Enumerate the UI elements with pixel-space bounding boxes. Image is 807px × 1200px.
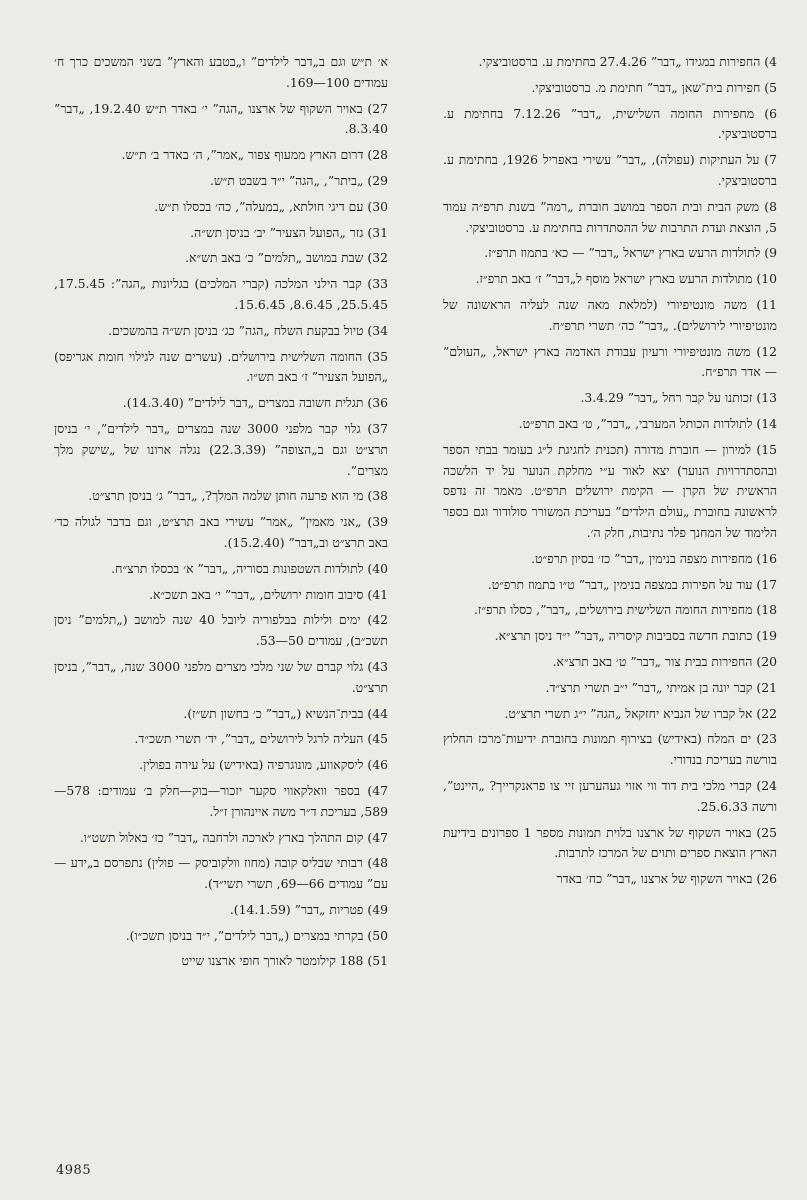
entry-number: 17 ) bbox=[752, 577, 777, 592]
entry-text: קברי מלכי בית דוד ווי אזוי געהערען זיי צו פראנקרייך? „היינט”, ורשה 25.6.33. bbox=[443, 777, 777, 814]
bibliography-entry bbox=[54, 559, 388, 580]
bibliography-entry bbox=[443, 776, 777, 818]
entry-number: 11 ) bbox=[747, 297, 777, 312]
bibliography-entry bbox=[443, 823, 777, 865]
entry-number: 47 ) bbox=[360, 783, 388, 798]
text-columns bbox=[54, 52, 777, 1152]
entry-text: טיול בבקעת השלח „הגה” כג׳ בניסן תש״ה בהמשכים. bbox=[108, 322, 364, 338]
entry-text: החפירות בבית צור „דבר” ט׳ באב תרצ״א. bbox=[552, 653, 753, 669]
entry-text: זכותנו על קבר רחל „דבר” 3.4.29. bbox=[580, 390, 753, 406]
entry-number: 41 ) bbox=[363, 587, 388, 602]
bibliography-entry bbox=[54, 900, 388, 921]
bibliography-entry bbox=[54, 512, 388, 554]
entry-number: 28 ) bbox=[363, 147, 388, 162]
bibliography-entry bbox=[54, 274, 388, 316]
entry-text: באויר השקוף של ארצנו „דבר” כח׳ באדר bbox=[556, 871, 753, 887]
bibliography-entry bbox=[54, 704, 388, 725]
entry-number: 6 ) bbox=[754, 106, 777, 121]
bibliography-entry bbox=[54, 781, 388, 823]
bibliography-entry bbox=[443, 197, 777, 239]
entry-text: אל קברו של הנביא יחזקאל „הגה” י״ג תשרי תרצ״ט. bbox=[504, 705, 753, 721]
entry-number: 37 ) bbox=[361, 421, 388, 436]
entry-text: משק הבית ובית הספר במושב חוברת „רמה” בשנת תרפ״ה עמוד 5, הוצאת ועדת התרבות של ההסתדרות בחתימת ע. ברסטוביצקי. bbox=[443, 198, 777, 235]
bibliography-entry bbox=[443, 342, 777, 384]
entry-text: לתולדות הרעש בארץ ישראל „דבר” — כא׳ בתמוז תרפ״ז. bbox=[484, 245, 761, 261]
bibliography-entry bbox=[443, 243, 777, 264]
entry-number: 5 ) bbox=[760, 80, 777, 95]
bibliography-entry bbox=[54, 393, 388, 414]
entry-number: 30 ) bbox=[363, 199, 388, 214]
entry-number: 26 ) bbox=[752, 871, 777, 886]
entry-text: „ביתר”, „הגה” י״ד בשבט ת״ש. bbox=[209, 172, 364, 188]
entry-number: 4 ) bbox=[760, 54, 777, 69]
entry-number: 50 ) bbox=[363, 928, 388, 943]
entry-number: 9 ) bbox=[760, 245, 777, 260]
entry-text: בבית־הנשיא („דבר” כ׳ בחשון תש״ז). bbox=[183, 705, 364, 721]
entry-number: 35 ) bbox=[362, 349, 388, 364]
entry-number: 47 ) bbox=[363, 830, 388, 845]
bibliography-entry bbox=[54, 828, 388, 849]
entry-number: 18 ) bbox=[752, 602, 777, 617]
bibliography-entry bbox=[54, 197, 388, 218]
entry-number: 48 ) bbox=[363, 855, 388, 870]
entry-text: 188 קילומטר לאורך חופי ארצנו שייט bbox=[181, 953, 364, 969]
entry-text: מתולדות הרעש בארץ ישראל מוסף ל„דבר” ז׳ באב תרפ״ז. bbox=[475, 271, 753, 287]
entry-text: מחפירות החומה השלישית בירושלים, „דבר”, כסלו תרפ״ז. bbox=[473, 602, 753, 618]
entry-number: 24 ) bbox=[752, 778, 777, 793]
entry-number: 22 ) bbox=[752, 706, 777, 721]
entry-text: באויר השקוף של ארצנו בלוית תמונות מספר 1 ספרונים בידיעת הארץ הוצאת ספרים ותוים של המרכז לתרבות. bbox=[443, 824, 777, 861]
entry-text: חפירות בית־שאן „דבר” חתימת מ. ברסטוביצקי. bbox=[531, 79, 761, 95]
entry-number: 33 ) bbox=[362, 276, 388, 291]
entry-text: גלוי קברם של שני מלכי מצרים מלפני 3000 שנה, „דבר”, בניסן תרצ״ט. bbox=[54, 658, 388, 695]
entry-number: 25 ) bbox=[751, 825, 777, 840]
bibliography-entry bbox=[443, 52, 777, 73]
bibliography-entry bbox=[54, 951, 388, 972]
bibliography-entry bbox=[54, 853, 388, 895]
entry-number: 7 ) bbox=[759, 152, 777, 167]
bibliography-entry bbox=[54, 610, 388, 652]
bibliography-entry bbox=[443, 575, 777, 596]
entry-number: 31 ) bbox=[363, 225, 388, 240]
entry-text: ימים ולילות בבלפוריה ליובל 40 שנה למושב („תלמים” ניסן תשכ״ב), עמודים 50—53. bbox=[54, 612, 388, 649]
bibliography-entry bbox=[443, 626, 777, 647]
left-column bbox=[54, 52, 388, 1152]
entry-number: 12 ) bbox=[750, 344, 777, 359]
entry-text: קבר יונה בן אמיתי „דבר” י״ב תשרי תרצ״ד. bbox=[545, 679, 753, 695]
entry-number: 10 ) bbox=[752, 271, 777, 286]
bibliography-entry bbox=[443, 652, 777, 673]
entry-number: 38 ) bbox=[363, 488, 388, 503]
entry-number: 39 ) bbox=[361, 514, 388, 529]
entry-text: מי הוא פרעה חותן שלמה המלך?, „דבר” ג׳ בניסן תרצ״ט. bbox=[88, 488, 364, 504]
bibliography-entry bbox=[54, 223, 388, 244]
entry-text: תגלית חשובה במצרים „דבר לילדים” (14.3.40). bbox=[122, 395, 364, 411]
bibliography-entry bbox=[54, 729, 388, 750]
entry-number: 20 ) bbox=[752, 654, 777, 669]
entry-text: א׳ ת״ש וגם ב„דבר לילדים” ו„בטבע והארץ” בשני המשכים כרך ח׳ עמודים 100—169. bbox=[54, 54, 388, 90]
entry-text: מחפירות החומה השלישית, „דבר” 7.12.26 בחתימת ע. ברסטוביצקי. bbox=[443, 105, 777, 142]
bibliography-entry bbox=[54, 657, 388, 699]
entry-number: 42 ) bbox=[361, 612, 388, 627]
bibliography-entry bbox=[54, 347, 388, 389]
entry-text: גלוי קבר מלפני 3000 שנה במצרים „דבר לילדים”, י׳ בניסן תרצ״ט וגם ב„הצופה” (22.3.39) נגלה ארונו של „שישק מלך מצרים”. bbox=[54, 420, 388, 478]
entry-number: 36 ) bbox=[363, 395, 388, 410]
bibliography-entry bbox=[54, 486, 388, 507]
bibliography-entry bbox=[443, 549, 777, 570]
bibliography-entry bbox=[54, 585, 388, 606]
entry-text: בקרתי במצרים („דבר לילדים”, י״ד בניסן תשכ״ו). bbox=[125, 927, 364, 943]
entry-text: פטריות „דבר” (14.1.59). bbox=[229, 901, 364, 917]
entry-number: 27 ) bbox=[363, 101, 388, 116]
entry-number: 19 ) bbox=[752, 628, 777, 643]
entry-number: 34 ) bbox=[363, 323, 388, 338]
entry-number: 13 ) bbox=[752, 390, 777, 405]
entry-number: 23 ) bbox=[751, 731, 777, 746]
bibliography-entry bbox=[54, 145, 388, 166]
entry-text: באויר השקוף של ארצנו „הגה” י׳ באדר ת״ש 19.2.40, „דבר” 8.3.40. bbox=[54, 100, 388, 137]
entry-text: החפירות במגידו „דבר” 27.4.26 בחתימת ע. ברסטוביצקי. bbox=[478, 54, 761, 69]
entry-text: העליה לרגל לירושלים „דבר”, יד׳ תשרי תשכ״ד. bbox=[134, 731, 364, 747]
entry-text: ליסקאווע, מונוגרפיה (באידיש) על עירה בפולין. bbox=[139, 757, 364, 773]
bibliography-entry bbox=[443, 78, 777, 99]
bibliography-entry bbox=[443, 388, 777, 409]
entry-number: 29 ) bbox=[363, 173, 388, 188]
bibliography-entry bbox=[443, 704, 777, 725]
entry-text: החומה השלישית בירושלים. (עשרים שנה לגילוי חומת אגריפס) „הפועל הצעיר” ז׳ באב תש״ו. bbox=[54, 348, 388, 385]
entry-text: על העתיקות (עפולה), „דבר” עשירי באפריל 1926, בחתימת ע. ברסטוביצקי. bbox=[443, 152, 777, 188]
bibliography-entry bbox=[54, 419, 388, 481]
entry-text: סיבוב חומות ירושלים, „דבר” י׳ באב תשכ״א. bbox=[149, 586, 364, 602]
bibliography-entry bbox=[443, 150, 777, 192]
entry-text: לתולדות הכותל המערבי, „דבר”, ט׳ באב תרפ״ט. bbox=[518, 415, 753, 431]
bibliography-entry bbox=[443, 600, 777, 621]
bibliography-entry bbox=[54, 755, 388, 776]
bibliography-entry bbox=[443, 104, 777, 146]
bibliography-entry bbox=[443, 295, 777, 337]
entry-text: שבת במושב „תלמים” כ׳ באב תש״א. bbox=[185, 250, 364, 266]
entry-text: משה מונטיפיורי (למלאת מאה שנה לעליה הראשונה של מונטיפיורי לירושלים). „דבר” כה׳ תשרי תרפ״ח. bbox=[443, 296, 777, 333]
entry-text: גזר „הפועל הצעיר” יב׳ בניסן תש״ה. bbox=[190, 224, 364, 240]
entry-number: 49 ) bbox=[363, 902, 388, 917]
entry-number: 40 ) bbox=[363, 561, 388, 576]
entry-text: משה מונטיפיורי ורעיון עבודת האדמה בארץ ישראל, „העולם” — אדר תרפ״ח. bbox=[443, 343, 777, 380]
entry-number: 45 ) bbox=[363, 731, 388, 746]
bibliography-entry bbox=[54, 926, 388, 947]
bibliography-entry bbox=[54, 52, 388, 94]
entry-text: כתובת חדשה בסביבות קיסריה „דבר” י״ד ניסן תרצ״א. bbox=[494, 628, 753, 644]
entry-number: 14 ) bbox=[752, 416, 777, 431]
entry-text: מחפירות מצפה בנימין „דבר” כז׳ בסיון תרפ״ט. bbox=[531, 550, 753, 566]
entry-text: קבר הילני המלכה (קברי המלכים) בגליונות „הגה”: 17.5.45, 25.5.45, 8.6.45, 15.6.45. bbox=[54, 276, 388, 312]
entry-number: 32 ) bbox=[363, 250, 388, 265]
entry-number: 46 ) bbox=[363, 757, 388, 772]
entry-text: „אני מאמין” „אמר” עשירי באב תרצ״ט, וגם בדבר לגולה כד׳ באב תרצ״ט וב„דבר” (15.2.40). bbox=[54, 514, 388, 550]
bibliography-entry bbox=[54, 248, 388, 269]
entry-text: רבותי שבליס קובה (מחוז וולקוביסק — פולין) נתפרסם ב„ידע — עם” עמודים 66—69, תשרי תשי״ד). bbox=[54, 855, 388, 892]
entry-number: 51 ) bbox=[363, 953, 388, 968]
entry-text: עוד על חפירות במצפה בנימין „דבר” ט״ו בתמוז תרפ״ט. bbox=[487, 576, 753, 592]
bibliography-entry bbox=[54, 99, 388, 141]
bibliography-entry bbox=[443, 269, 777, 290]
entry-number: 15 ) bbox=[751, 442, 777, 457]
entry-text: קום התהלך בארץ לארכה ולרחבה „דבר” כז׳ באלול תשט״ו. bbox=[79, 829, 364, 845]
bibliography-entry bbox=[54, 171, 388, 192]
bibliography-entry bbox=[443, 678, 777, 699]
entry-number: 16 ) bbox=[752, 551, 777, 566]
bibliography-entry bbox=[443, 729, 777, 771]
entry-number: 44 ) bbox=[363, 706, 388, 721]
entry-number: 21 ) bbox=[752, 680, 777, 695]
bibliography-entry bbox=[443, 440, 777, 544]
entry-text: ים המלח (באידיש) בצירוף תמונות בחוברת ידיעות־מרכז החלוץ בורשה בעריכת בנדורי. bbox=[443, 731, 777, 768]
entry-text: לתולדות השטפונות בסוריה, „דבר” א׳ בכסלו תרצ״ח. bbox=[111, 560, 364, 576]
entry-number: 8 ) bbox=[759, 199, 777, 214]
entry-text: עם דיגי חולתא, „במעלה”, כה׳ בכסלו ת״ש. bbox=[154, 198, 364, 214]
bibliography-entry bbox=[443, 414, 777, 435]
page-number: 4985 bbox=[56, 1163, 92, 1178]
bibliography-entry bbox=[443, 869, 777, 890]
right-column bbox=[443, 52, 777, 1152]
entry-text: למירון — חוברת מדורה (תכנית לחגיגת ל״ג בעומר בבתי הספר ובהסתדרויות הנוער) יצא לאור ע״י מחלקת הנוער על יד הלשכה הראשית של הקרן — הקימת ירושלים תרפ״ט. מאמר זה נדפס לראשונה בחוברת „עולם הילדים” בעריכת המשורר סולודור וגם בספר הלימוד של המחנך פלר נתיבות, חלק ה׳. bbox=[443, 441, 777, 540]
entry-text: בספר וואלקאווי סקער יזכור—בוק—חלק ב׳ עמודים: 578—589, בעריכת ד״ר משה איינהורן ז״ל. bbox=[54, 782, 388, 819]
entry-number: 43 ) bbox=[363, 659, 388, 674]
entry-text: דרום הארץ ממעוף צפור „אמר”, ה׳ באדר ב׳ ת״ש. bbox=[121, 147, 364, 163]
bibliography-entry bbox=[54, 321, 388, 342]
